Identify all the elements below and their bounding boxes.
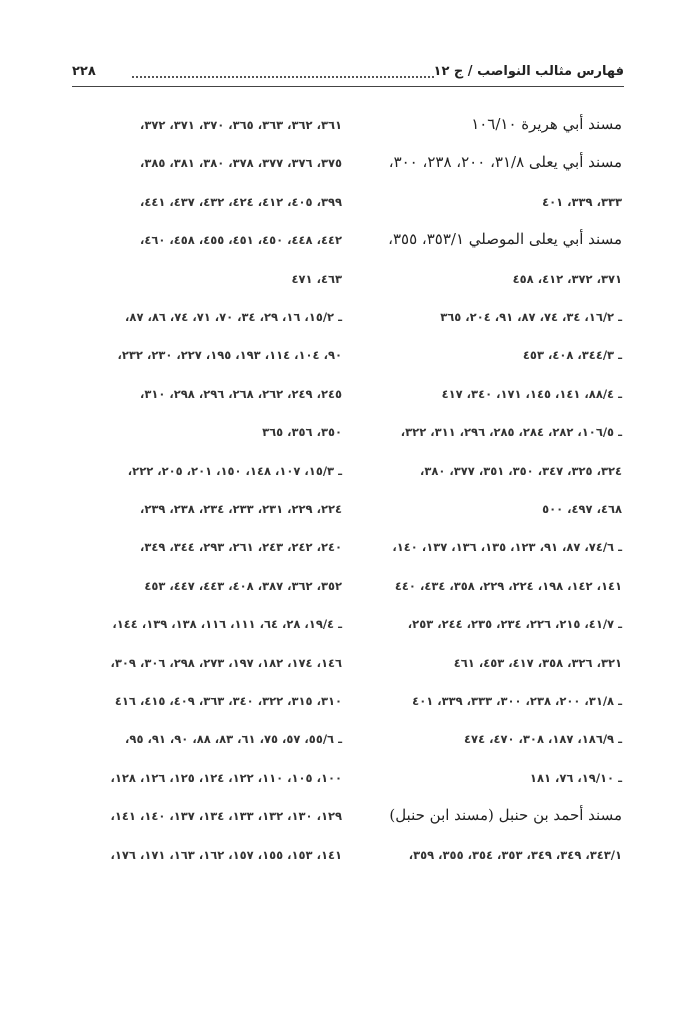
index-entry-line: ـ ١٠٦/٥، ٢٨٢، ٢٨٤، ٢٨٥، ٢٩٦، ٣١١، ٣٢٢،: [400, 425, 622, 440]
index-entry-line: ـ ١٩/٤، ٢٨، ٦٤، ١١١، ١١٦، ١٣٨، ١٣٩، ١٤٤،: [112, 617, 342, 632]
index-entry-line: ٩٠، ١٠٤، ١١٤، ١٩٣، ١٩٥، ٢٢٧، ٢٣٠، ٢٣٢،: [117, 348, 342, 363]
running-title: فهارس مثالب النواصب / ج ١٢: [433, 64, 624, 79]
index-entry-line: ٣٥٠، ٣٥٦، ٣٦٥: [262, 425, 342, 440]
index-entry-line: ٣٦١، ٣٦٢، ٣٦٣، ٣٦٥، ٣٧٠، ٣٧١، ٣٧٢،: [139, 118, 342, 132]
index-entry-line: ١٤١، ١٥٣، ١٥٥، ١٥٧، ١٦٢، ١٦٣، ١٧١، ١٧٦،: [110, 847, 342, 862]
index-entry-line: ٣٧١، ٣٧٢، ٤١٢، ٤٥٨: [512, 271, 622, 286]
index-entry-line: ـ ٣٤٤/٣، ٤٠٨، ٤٥٣: [522, 348, 622, 363]
index-entry-line: ٣٩٩، ٤٠٥، ٤١٢، ٤٢٤، ٤٣٢، ٤٣٧، ٤٤١،: [139, 194, 342, 209]
index-entry-line: ـ ١٨٦/٩، ١٨٧، ٣٠٨، ٤٧٠، ٤٧٤: [464, 732, 622, 747]
index-entry-line: ٣٣٣، ٣٣٩، ٤٠١: [542, 194, 622, 209]
index-entry-line: ٣٢١، ٣٢٦، ٣٥٨، ٤١٧، ٤٥٣، ٤٦١: [453, 655, 622, 670]
index-entry-line: ٢٤٠، ٢٤٢، ٢٤٣، ٢٦١، ٢٩٣، ٣٤٤، ٣٤٩،: [139, 540, 342, 555]
index-entry-line: ـ ٥٥/٦، ٥٧، ٧٥، ٦١، ٨٣، ٨٨، ٩٠، ٩١، ٩٥،: [125, 732, 342, 747]
index-entry-line: ـ ٣١/٨، ٢٠٠، ٢٣٨، ٣٠٠، ٣٣٣، ٣٣٩، ٤٠١: [412, 694, 622, 708]
index-entry-line: ٢٢٤، ٢٢٩، ٢٣١، ٢٣٣، ٢٣٤، ٢٣٨، ٢٣٩،: [139, 502, 342, 516]
index-entry-heading: مسند أبي يعلى الموصلي ٣٥٣/١، ٣٥٥،: [388, 230, 622, 249]
page-number: ٢٢٨: [72, 64, 96, 79]
index-entry-heading: مسند أبي يعلى ٣١/٨، ٢٠٠، ٢٣٨، ٣٠٠،: [388, 153, 622, 172]
index-entry-line: ٢٤٥، ٢٤٩، ٢٦٢، ٢٦٨، ٢٩٦، ٢٩٨، ٣١٠،: [139, 386, 342, 401]
index-entry-heading: مسند أحمد بن حنبل (مسند ابن حنبل): [389, 806, 622, 825]
index-entry-line: ٤٦٨، ٤٩٧، ٥٠٠: [542, 502, 622, 516]
index-entry-line: ٣٧٥، ٣٧٦، ٣٧٧، ٣٧٨، ٣٨٠، ٣٨١، ٣٨٥،: [139, 156, 342, 171]
index-entry-line: ٤٤٢، ٤٤٨، ٤٥٠، ٤٥١، ٤٥٥، ٤٥٨، ٤٦٠،: [139, 233, 342, 248]
index-entry-heading: مسند أبي هريرة ١٠٦/١٠: [471, 115, 622, 133]
index-entry-line: ٤٦٣، ٤٧١: [291, 271, 342, 286]
index-entry-line: ٣٥٢، ٣٦٢، ٣٨٧، ٤٠٨، ٤٤٣، ٤٤٧، ٤٥٣: [144, 578, 342, 593]
index-entry-line: ٣١٠، ٣١٥، ٣٢٢، ٣٤٠، ٣٦٣، ٤٠٩، ٤١٥، ٤١٦: [114, 694, 342, 708]
index-entry-line: ـ ٧٤/٦، ٨٧، ٩١، ١٢٣، ١٣٥، ١٣٦، ١٣٧، ١٤٠،: [392, 540, 622, 555]
index-entry-line: ١٤٦، ١٧٤، ١٨٢، ١٩٧، ٢٧٣، ٢٩٨، ٣٠٦، ٣٠٩،: [110, 655, 342, 670]
index-entry-line: ـ ٤١/٧، ٢١٥، ٢٢٦، ٢٣٤، ٢٣٥، ٢٤٤، ٢٥٣،: [407, 617, 622, 632]
index-entry-line: ـ ١٦/٢، ٣٤، ٧٤، ٨٧، ٩١، ٢٠٤، ٣٦٥: [440, 310, 622, 324]
index-entry-line: ١٢٩، ١٣٠، ١٣٢، ١٣٣، ١٣٤، ١٣٧، ١٤٠، ١٤١،: [110, 809, 342, 824]
index-entry-line: ـ ١٩/١٠، ٧٦، ١٨١: [529, 770, 622, 785]
index-entry-line: ٣٤٣/١، ٣٤٩، ٣٤٩، ٣٥٣، ٣٥٤، ٣٥٥، ٣٥٩،: [408, 847, 622, 862]
dotted-leader: [132, 68, 434, 78]
index-entry-line: ٣٢٤، ٣٢٥، ٣٤٧، ٣٥٠، ٣٥١، ٣٧٧، ٣٨٠،: [419, 463, 622, 478]
index-entry-line: ١٠٠، ١٠٥، ١١٠، ١٢٢، ١٢٤، ١٢٥، ١٢٦، ١٢٨،: [110, 770, 342, 785]
running-header: [72, 62, 624, 87]
index-entry-line: ١٤١، ١٤٢، ١٩٨، ٢٢٤، ٢٢٩، ٣٥٨، ٤٣٤، ٤٤٠: [394, 578, 622, 593]
index-entry-line: ـ ١٥/٢، ١٦، ٢٩، ٣٤، ٧٠، ٧١، ٧٤، ٨٦، ٨٧،: [125, 310, 342, 324]
index-entry-line: ـ ٨٨/٤، ١٤١، ١٤٥، ١٧١، ٣٤٠، ٤١٧: [441, 386, 622, 401]
index-entry-line: ـ ١٥/٣، ١٠٧، ١٤٨، ١٥٠، ٢٠١، ٢٠٥، ٢٢٢،: [127, 463, 342, 478]
